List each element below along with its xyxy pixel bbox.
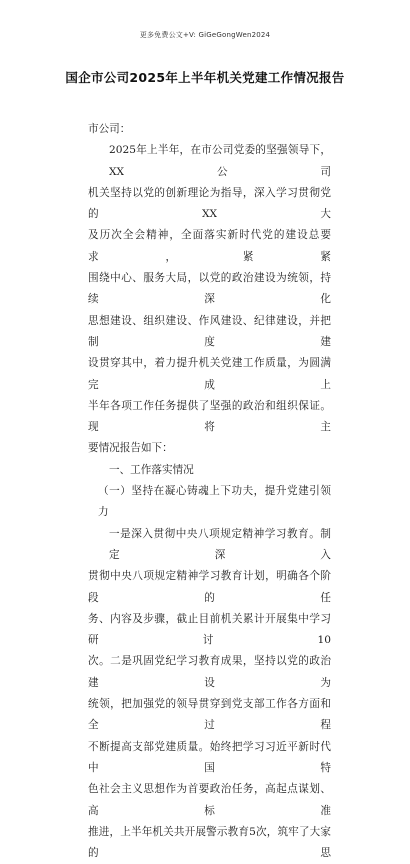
intro-line: 半年各项工作任务提供了坚强的政治和组织保证。现将主	[88, 399, 331, 434]
document-body	[88, 119, 331, 864]
para-line: 不断提高支部党建质量。始终把学习习近平新时代中国特	[88, 740, 331, 774]
salutation: 市公司：	[88, 123, 131, 135]
para-line: 务、内容及步骤，截止目前机关累计开展集中学习研讨10	[88, 612, 331, 647]
header-watermark: 更多免费公文+V: GiGeGongWen2024	[139, 31, 271, 39]
para-line: 推进，上半年机关共开展警示教育5次，筑牢了大家的思	[88, 825, 331, 860]
para-line: 色社会主义思想作为首要政治任务，高起点谋划、高标准	[88, 783, 331, 817]
section-heading: 一、工作落实情况	[109, 463, 194, 476]
intro-line: 及历次全会精神，全面落实新时代党的建设总要求，紧紧	[88, 229, 331, 263]
intro-line: 要情况报告如下：	[88, 442, 173, 455]
intro-line: 2025年上半年，在市公司党委的坚强领导下，XX公司	[109, 144, 331, 178]
para-line: 贯彻中央八项规定精神学习教育计划，明确各个阶段的任	[88, 570, 331, 604]
subsection-heading: （一）坚持在凝心铸魂上下功夫，提升党建引领力	[98, 485, 331, 519]
intro-line: 机关坚持以党的创新理论为指导，深入学习贯彻党的XX大	[88, 186, 331, 221]
document-title: 国企市公司2025年上半年机关党建工作情况报告	[65, 70, 345, 85]
intro-line: 围绕中心、服务大局，以党的政治建设为统领，持续深化	[88, 272, 331, 306]
intro-line: 思想建设、组织建设、作风建设、纪律建设，并把制度建	[88, 314, 331, 348]
intro-line: 设贯穿其中，着力提升机关党建工作质量，为圆满完成上	[88, 357, 331, 391]
para-line: 一是深入贯彻中央八项规定精神学习教育。制定深入	[109, 527, 331, 561]
para-line: 次。二是巩固党纪学习教育成果，坚持以党的政治建设为	[88, 655, 331, 689]
para-line: 统领，把加强党的领导贯穿到党支部工作各方面和全过程	[88, 698, 331, 732]
